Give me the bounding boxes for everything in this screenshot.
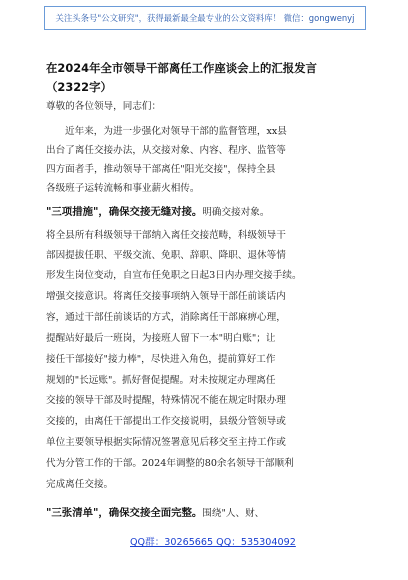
paragraph-line: 单位主要领导根据实际情况签署意见后移交至主持工作或 bbox=[46, 437, 286, 448]
paragraph-line: 部因提拔任职、平级交流、免职、辞职、降职、退休等情 bbox=[46, 250, 286, 261]
paragraph-line: 交接的领导干部及时提醒，特殊情况不能在规定时限办理 bbox=[46, 395, 286, 406]
section-heading-bold: "三项措施"，确保交接无缝对接。 bbox=[46, 206, 203, 218]
document-title: 在2024年全市领导干部离任工作座谈会上的汇报发言 bbox=[46, 61, 317, 75]
paragraph-line: 接任干部接好"接力棒"，尽快进入角色，提前算好工作 bbox=[46, 354, 276, 365]
paragraph-line: 形发生岗位变动，自宣布任免职之日起3日内办理交接手续。 bbox=[46, 270, 302, 281]
paragraph-line: 增强交接意识。将离任交接事项纳入领导干部任前谈话内 bbox=[46, 291, 286, 302]
paragraph-line: 容，通过干部任前谈话的方式，消除离任干部麻痹心理， bbox=[46, 312, 286, 323]
paragraph-line: 近年来，为进一步强化对领导干部的监督管理，xx县 bbox=[65, 126, 287, 137]
section-heading-tail: 围绕"人、财、 bbox=[202, 508, 265, 519]
section-heading-bold: "三张清单"，确保交接全面完整。 bbox=[46, 507, 203, 519]
paragraph-line: 提醒站好最后一班岗，为接班人留下一本"明白账"；让 bbox=[46, 333, 276, 344]
paragraph-line: 出台了离任交接办法，从交接对象、内容、程序、监管等 bbox=[46, 145, 286, 156]
paragraph-line: 交接的，由离任干部提出工作交接说明，县级分管领导或 bbox=[46, 416, 286, 427]
header-banner bbox=[44, 6, 366, 30]
salutation: 尊敬的各位领导，同志们： bbox=[46, 101, 162, 112]
section-heading-2 bbox=[46, 507, 366, 520]
word-count: （2322字） bbox=[46, 80, 112, 94]
section-heading-1 bbox=[46, 206, 366, 219]
section-heading-tail: 明确交接对象。 bbox=[202, 207, 270, 218]
paragraph-line: 四方面者手，推动领导干部离任"阳光交接"，保持全县 bbox=[46, 164, 276, 175]
paragraph-line: 代为分管工作的干部。2024年调整的80余名领导干部顺利 bbox=[46, 458, 294, 469]
paragraph-line: 将全县所有科级领导干部纳入离任交接范畴，科级领导干 bbox=[46, 230, 286, 241]
paragraph-line: 规划的"长远账"。抓好督促提醒。对未按规定办理离任 bbox=[46, 375, 276, 386]
banner-text: 关注头条号"公文研究"，获得最新最全最专业的公文资料库！ 微信：gongwenyj bbox=[55, 13, 355, 23]
footer-contact: QQ群：30265665 QQ：535304092 bbox=[130, 537, 296, 548]
paragraph-line: 完成离任交接。 bbox=[46, 479, 114, 490]
paragraph-line: 各级班子运转流畅和事业薪火相传。 bbox=[46, 183, 200, 194]
